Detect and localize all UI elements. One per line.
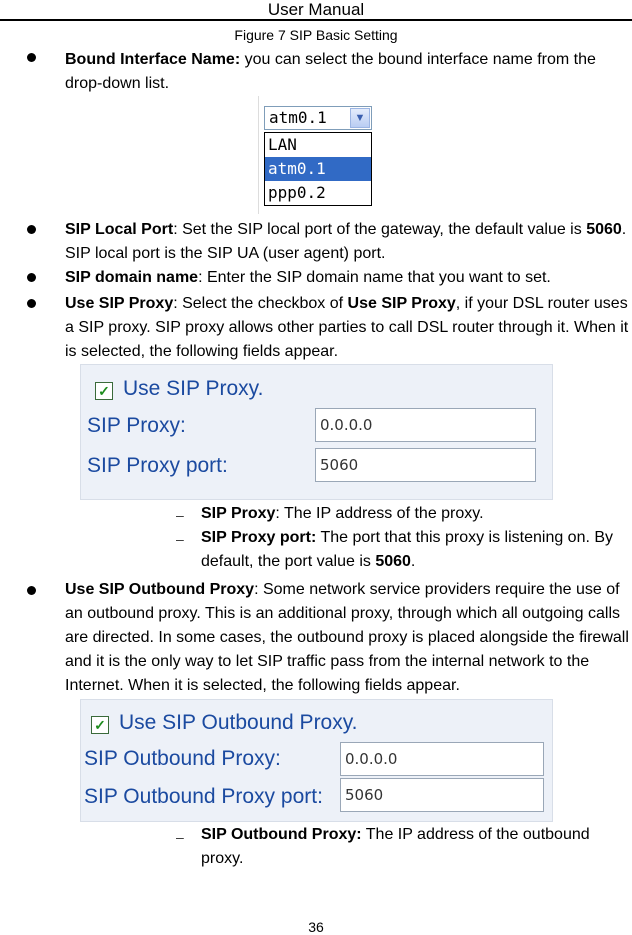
local-port-text1: : Set the SIP local port of the gateway, the default value is <box>173 221 587 238</box>
interface-select[interactable] <box>264 106 372 130</box>
figure-caption: Figure 7 SIP Basic Setting <box>234 27 398 43</box>
dash-marker: – <box>176 829 184 845</box>
sip-proxy-port-item-term: SIP Proxy port: <box>201 529 317 546</box>
bound-interface-term: Bound Interface Name: <box>65 51 241 68</box>
bullet-icon <box>27 586 36 595</box>
bullet-icon <box>27 273 36 282</box>
chevron-down-icon[interactable]: ▼ <box>350 108 370 128</box>
dropdown-figure <box>258 96 373 214</box>
sip-proxy-port-input[interactable]: 5060 <box>315 448 536 482</box>
use-proxy-paragraph <box>65 292 631 364</box>
sip-proxy-port-item-end: . <box>410 553 416 570</box>
use-sip-proxy-label: Use SIP Proxy. <box>123 377 264 400</box>
outbound-paragraph <box>65 578 631 698</box>
local-port-text2: . SIP local port is the SIP UA (user agent) port. <box>65 221 627 262</box>
sip-proxy-port-item <box>201 526 631 574</box>
use-proxy-term2: Use SIP Proxy <box>347 295 456 312</box>
dash-marker: – <box>176 531 184 547</box>
bullet-icon <box>27 225 36 234</box>
sip-outbound-proxy-item-term: SIP Outbound Proxy: <box>201 826 362 843</box>
domain-name-text: : Enter the SIP domain name that you want to set. <box>198 269 551 286</box>
outbound-text: : Some network service providers require the use of an outbound proxy. This is an additional proxy, through which all outgoing calls are directed. In some cases, the outbound proxy is placed alongside the firewall and it is the only way to let SIP traffic pass from the internal network to the Internet. When it is selected, the following fields appear. <box>65 581 629 694</box>
bound-interface-text: you can select the bound interface name from the drop-down list. <box>65 51 596 92</box>
option-ppp0-2[interactable]: ppp0.2 <box>268 183 326 202</box>
use-proxy-term: Use SIP Proxy <box>65 295 174 312</box>
sip-proxy-port-item-text: The port that this proxy is listening on. By default, the port value is <box>201 529 614 570</box>
sip-proxy-label: SIP Proxy: <box>87 414 186 437</box>
local-port-term: SIP Local Port <box>65 221 174 238</box>
sip-proxy-port-item-value: 5060 <box>375 553 411 570</box>
sip-outbound-proxy-port-label: SIP Outbound Proxy port: <box>84 785 323 808</box>
option-atm0-1[interactable]: atm0.1 <box>265 157 371 181</box>
sip-proxy-item <box>201 502 631 526</box>
sip-proxy-item-term: SIP Proxy <box>201 505 276 522</box>
page-number: 36 <box>308 919 324 935</box>
sip-proxy-input[interactable]: 0.0.0.0 <box>315 408 536 442</box>
sip-proxy-item-text: : The IP address of the proxy. <box>275 505 484 522</box>
interface-select-value: atm0.1 <box>269 108 327 127</box>
sip-outbound-proxy-label: SIP Outbound Proxy: <box>84 747 281 770</box>
use-proxy-text1: : Select the checkbox of <box>173 295 348 312</box>
page-header: User Manual <box>267 0 365 19</box>
bullet-icon <box>27 53 36 62</box>
bound-interface-paragraph <box>65 48 631 96</box>
sip-outbound-panel <box>80 699 553 822</box>
use-sip-proxy-checkbox[interactable]: ✓ <box>95 382 113 400</box>
sip-outbound-proxy-input[interactable]: 0.0.0.0 <box>340 742 544 776</box>
use-sip-outbound-proxy-label: Use SIP Outbound Proxy. <box>119 711 358 734</box>
outbound-term: Use SIP Outbound Proxy <box>65 581 255 598</box>
option-lan[interactable]: LAN <box>268 135 297 154</box>
sip-outbound-proxy-port-input[interactable]: 5060 <box>340 778 544 812</box>
local-port-default: 5060 <box>586 221 622 238</box>
dash-marker: – <box>176 507 184 523</box>
sip-outbound-proxy-item-text: The IP address of the outbound proxy. <box>201 826 590 867</box>
sip-proxy-panel <box>80 364 553 500</box>
local-port-paragraph <box>65 218 631 266</box>
use-sip-outbound-proxy-checkbox[interactable]: ✓ <box>91 716 109 734</box>
sip-proxy-port-label: SIP Proxy port: <box>87 454 228 477</box>
use-proxy-text2: , if your DSL router uses a SIP proxy. SIP proxy allows other parties to call DSL router through it. When it is selected, the following fields appear. <box>65 295 629 360</box>
sip-outbound-proxy-item <box>201 823 631 871</box>
interface-options-list <box>264 132 372 206</box>
bullet-icon <box>27 299 36 308</box>
domain-name-paragraph <box>65 266 631 290</box>
header-rule <box>0 19 632 21</box>
domain-name-term: SIP domain name <box>65 269 199 286</box>
